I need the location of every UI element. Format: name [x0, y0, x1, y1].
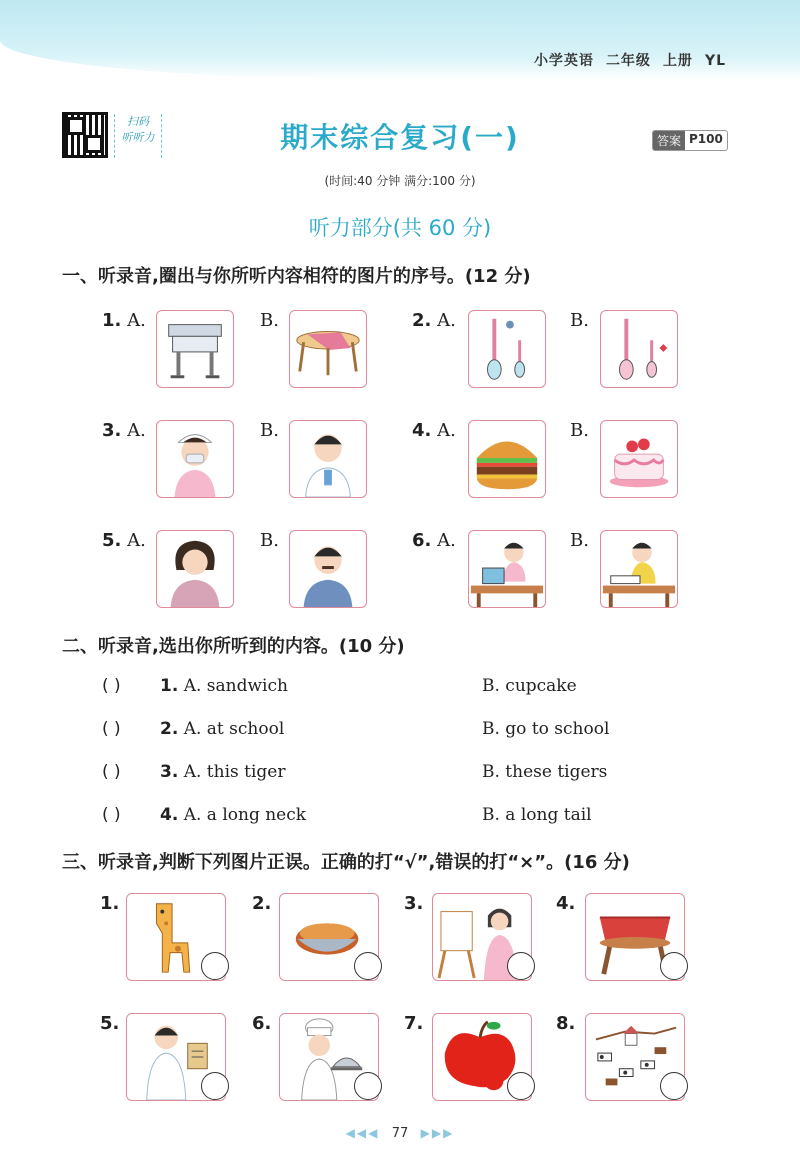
q3-item-5-num: 5. — [100, 1013, 120, 1034]
answer-circle[interactable] — [201, 952, 229, 980]
q1-heading: 一、听录音,圈出与你所听内容相符的图片的序号。(12 分) — [62, 266, 531, 287]
grade-label: 二年级 — [605, 53, 651, 69]
q2-heading: 二、听录音,选出你所听到的内容。(10 分) — [62, 636, 405, 657]
q1-item-2-b: B. — [570, 310, 589, 331]
desk-icon[interactable] — [156, 310, 234, 388]
q1-item-1-label: 1. A. — [102, 310, 146, 331]
q1-item-3-b: B. — [260, 420, 279, 441]
subject-label: 小学英语 — [533, 53, 594, 69]
boy-writing-icon[interactable] — [600, 530, 678, 608]
answer-circle[interactable] — [507, 1072, 535, 1100]
series-info — [522, 50, 726, 70]
q2-item-3-b: B. these tigers — [482, 762, 608, 782]
spoons-icon[interactable] — [600, 310, 678, 388]
q3-item-4-num: 4. — [556, 893, 576, 914]
doctor-icon[interactable] — [289, 420, 367, 498]
q2-item-2-a: 2. A. at school — [160, 719, 285, 739]
q2-item-2-b: B. go to school — [482, 719, 610, 739]
q1-item-6-b: B. — [570, 530, 589, 551]
q3-item-1-num: 1. — [100, 893, 120, 914]
answer-circle[interactable] — [354, 952, 382, 980]
section-title: 听力部分(共 60 分) — [308, 216, 492, 240]
prev-arrows-icon: ◀◀◀ — [345, 1126, 380, 1140]
q3-item-2-num: 2. — [252, 893, 272, 914]
q3-item-8-num: 8. — [556, 1013, 576, 1034]
q2-item-4-b: B. a long tail — [482, 805, 592, 825]
hamburger-icon[interactable] — [468, 420, 546, 498]
answer-circle[interactable] — [507, 952, 535, 980]
answer-circle[interactable] — [201, 1072, 229, 1100]
page-number: 77 — [391, 1126, 409, 1141]
q3-item-6-num: 6. — [252, 1013, 272, 1034]
answer-reference: 答案 P100 — [652, 130, 728, 151]
q1-item-1-b: B. — [260, 310, 279, 331]
scan-to-listen: 扫码 听听力 — [114, 114, 162, 158]
q1-item-4-b: B. — [570, 420, 589, 441]
q3-item-3-num: 3. — [404, 893, 424, 914]
answer-blank[interactable]: ( ) — [102, 676, 121, 696]
answer-blank[interactable]: ( ) — [102, 719, 121, 739]
q1-item-2-label: 2. A. — [412, 310, 456, 331]
q1-item-4-label: 4. A. — [412, 420, 456, 441]
edition-label: YL — [704, 53, 726, 69]
page-footer — [0, 1126, 800, 1141]
man-icon[interactable] — [289, 530, 367, 608]
q1-item-3-label: 3. A. — [102, 420, 146, 441]
q2-item-3-a: 3. A. this tiger — [160, 762, 286, 782]
table-icon[interactable] — [289, 310, 367, 388]
woman-icon[interactable] — [156, 530, 234, 608]
answer-blank[interactable]: ( ) — [102, 805, 121, 825]
spoons-icon[interactable] — [468, 310, 546, 388]
cake-icon[interactable] — [600, 420, 678, 498]
term-label: 上册 — [662, 53, 693, 69]
q1-item-5-b: B. — [260, 530, 279, 551]
answer-circle[interactable] — [660, 1072, 688, 1100]
q2-item-1-b: B. cupcake — [482, 676, 577, 696]
q3-heading: 三、听录音,判断下列图片正误。正确的打“√”,错误的打“×”。(16 分) — [62, 852, 630, 873]
page-title: 期末综合复习(一) — [280, 121, 520, 154]
time-info: (时间:40 分钟 满分:100 分) — [324, 174, 476, 188]
q2-item-1-a: 1. A. sandwich — [160, 676, 288, 696]
next-arrows-icon: ▶▶▶ — [420, 1126, 455, 1140]
q3-item-7-num: 7. — [404, 1013, 424, 1034]
answer-circle[interactable] — [660, 952, 688, 980]
answer-blank[interactable]: ( ) — [102, 762, 121, 782]
girl-reading-icon[interactable] — [468, 530, 546, 608]
q2-item-4-a: 4. A. a long neck — [160, 805, 307, 825]
answer-circle[interactable] — [354, 1072, 382, 1100]
nurse-icon[interactable] — [156, 420, 234, 498]
q1-item-6-label: 6. A. — [412, 530, 456, 551]
q1-item-5-label: 5. A. — [102, 530, 146, 551]
